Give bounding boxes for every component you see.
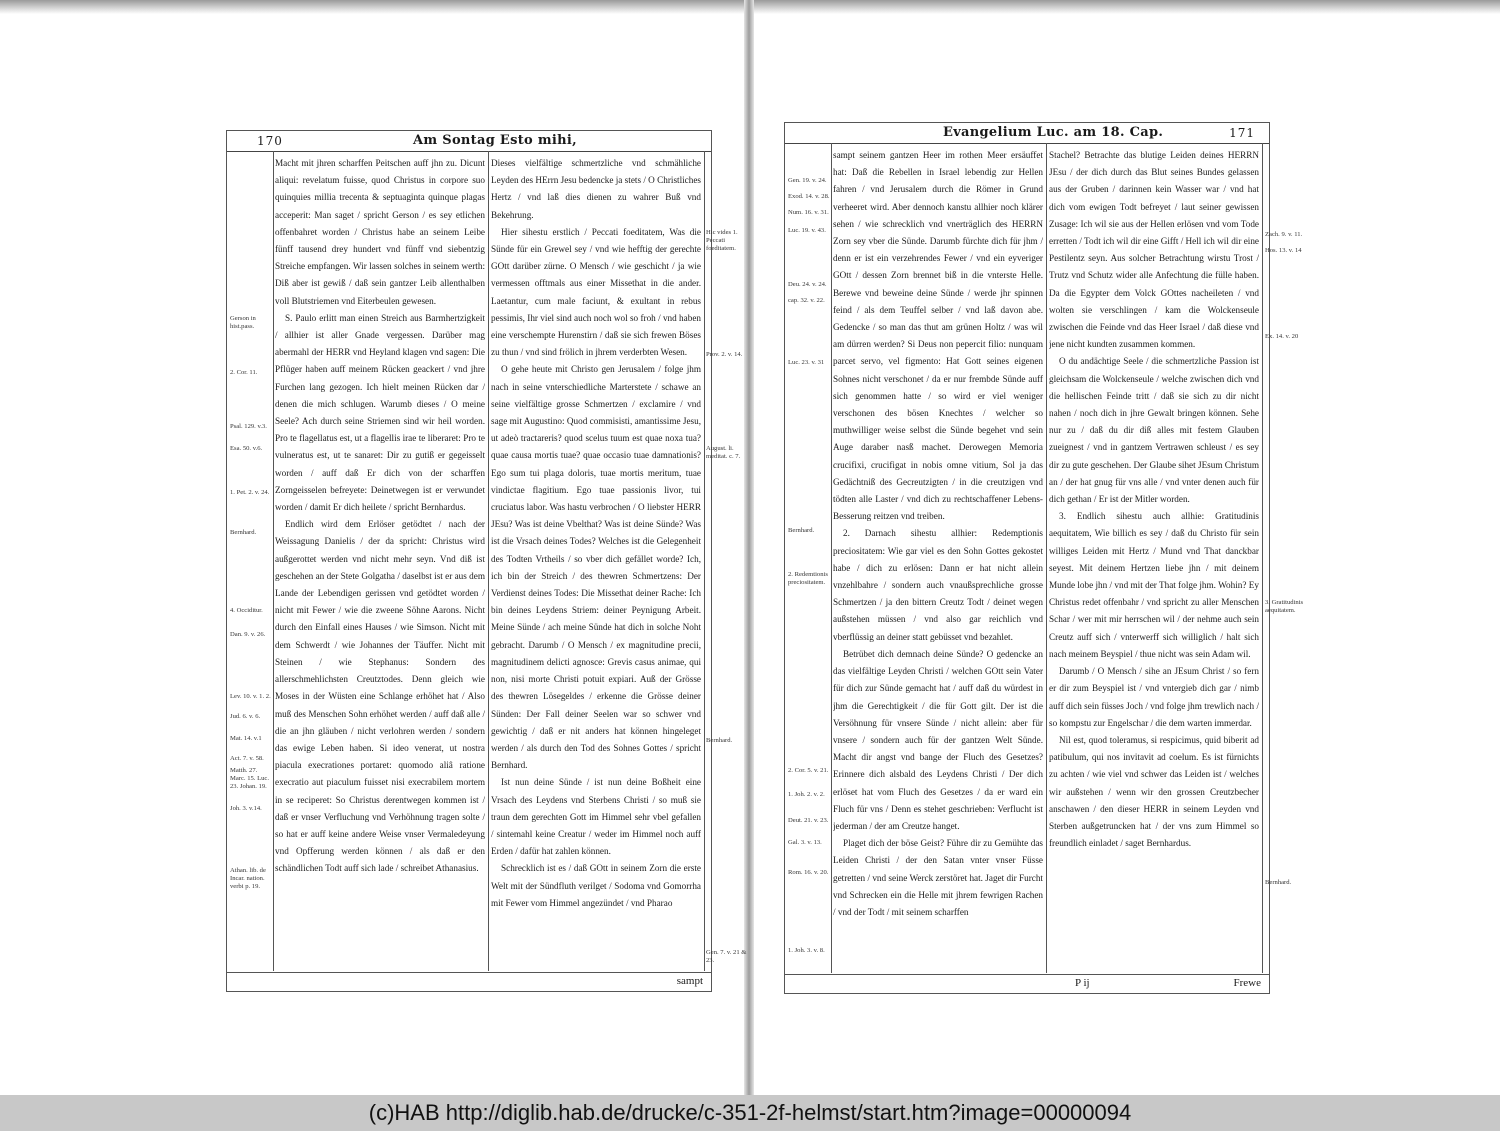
paragraph: Macht mit jhren scharffen Peitschen auff jhn zu. Dicunt aliqui: revelatum fuisse, quod Christus in corpore suo quinquies millia trecenta & septuaginta quinque plagas acceperit: Man saget / spricht Gerson / es sey etlichen offenbahret worden / Christus habe an seinem Leibe fünff tausend drey hundert vnd fünff vnd siebentzig Streiche empfangen. Wir lassen solches in seinem werth: Diß aber ist gewiß / daß sein gantzer Leib allenthalben voll Blutstriemen vnd Eiterbeulen gewesen.: [275, 158, 485, 306]
right-page-outer-margin: [1264, 147, 1308, 971]
paragraph: Stachel? Betrachte das blutige Leiden deines HERRN JEsu / der dich durch das Blut seines Bundes gelassen aus der Gruben / darinnen kein Wasser war / vnd hat dich vom ewigen Todt befreyet / laut seiner gewissen Zusage: Ich wil sie aus der Hellen erlösen vnd vom Tode erretten / Todt ich wil dir eine Gifft / Hell ich wil dir eine Pestilentz seyn. Aus solcher Betrachtung wirstu Trost / Trutz vnd Schutz wider alle Anfechtung die fülle haben. Da die Egypter dem Volck GOttes nacheileten / vnd wolten sie verschlingen / kam die Wolckenseule zwischen die Feinde vnd das Heer Israel / daß diese vnd jene nicht kundten zusammen kommen.: [1049, 150, 1259, 350]
archive-caption-bar: [0, 1095, 1500, 1131]
margin-note: 2. Cor. 11.: [230, 369, 258, 376]
margin-note: Mat. 14. v.1: [230, 735, 262, 742]
margin-note: Hos. 13. v. 14: [1265, 247, 1302, 254]
margin-note: Zach. 9. v. 11.: [1265, 231, 1303, 238]
margin-note: Luc. 23. v. 31: [788, 359, 825, 366]
margin-note: Dan. 9. v. 26.: [230, 631, 266, 638]
margin-note: Bernhard.: [788, 527, 815, 534]
paragraph: O du andächtige Seele / die schmertzliche Passion ist gleichsam die Wolckenseule / welche zwischen dich vnd die hellischen Feinde tritt / daß sie sich zu dir nicht nahen / noch dich in jhre Gewalt bringen können. Sehe nur zu / daß du dir diß alles mit festem Glauben zueignest / vnd in gantzem Vertrawen schleust / es sey dir zu gute geschehen. Der Glaube sihet JEsum Christum an / der hat gnug für vns alle / vnd vnter denen auch für dich gethan / Er ist der Mitler worden.: [1049, 356, 1259, 505]
signature-mark: P ij: [1075, 977, 1090, 989]
margin-note: Joh. 3. v.14.: [230, 805, 262, 812]
margin-note: 1. Pet. 2. v. 24.: [230, 489, 270, 496]
margin-note: Num. 16. v. 31.: [788, 209, 829, 216]
right-page-column-2: [1049, 147, 1259, 969]
right-page-number: 171: [1229, 126, 1255, 140]
paragraph: O gehe heute mit Christo gen Jerusalem / folge jhm nach in seine vnterschiedliche Marterstete / schawe an seine vielfältige grosse Schmertzen / exclamire / vnd sage mit Augustino: Quod commisisti, amantissime Jesu, ut adeò tractareris? quod scelus tuum est quae noxa tua? quae causa mortis tuae? quae occasio tuae damnationis? Ego sum tui plaga doloris, tuae mortis meritum, tuae vindictae flagitium. Ego tuae passionis livor, tui cruciatus labor. Was hastu verbrochen / O liebster HERR JEsu? Was ist deine Vbelthat? Was ist deine Sünde? Was ist die Vrsach deines Todes? Welches ist die Gelegenheit des Todten Vrtheils / so vber dich gefället worde? Ich, ich bin der Streich / des thewren Schmertzens: Der Verdienst deines Todes: Die Missethat deiner Rache: Ich bin deines Leydens Striem: deiner Peynigung Arbeit. Meine Sünde / ach meine Sünde hat dich in solche Noht gebracht. Darumb / O Mensch / ex magnitudine precii, magnitudinem delicti agnosce: Grevis casus animae, qui non, nisi morte Christi potuit expiari. Auß der Grösse des thewren Lösegeldes / erkenne die Grösse deiner Sünden: Der Fall deiner Seelen war so schwer vnd gewichtig / daß er nit anders hat können hingeleget werden / als durch den Tod des Sohnes Gottes / spricht Bernhard.: [491, 364, 701, 771]
paragraph: Nil est, quod toleramus, si respicimus, quid biberit ad patibulum, qui nos invitavit ad coelum. Es ist fürnichts zu achten / wie viel vnd schwer das Leiden ist / welches wir außstehen / wenn wir den grossen Creutzbecher anschawen / den dieser HERR in seinem Leyden vnd Sterben außgetruncken hat / der vns zum Himmel so freundlich einladet / saget Bernhardus.: [1049, 734, 1259, 849]
margin-note: 2. Cor. 5. v. 21.: [788, 767, 829, 774]
margin-note: Bernhard.: [706, 737, 733, 744]
paragraph: 3. Endlich sihestu auch allhie: Gratitudinis aequitatem, Wie billich es sey / daß du Christo für sein williges Leiden mit Hertz / Mund vnd That danckbar seyest. Mit deinem Hertzen liebe jhn / mit deinem Munde lobe jhn / vnd mit der That folge jhm. Wohin? Ey Christus redet offenbahr / vnd spricht zu aller Menschen Schar / wer mit mir herrschen wil / der nehme auch sein Creutz auff sich / vnterwerff sich williglich / halt sich nach meinem Beyspiel / thue nicht was sein Adam wil.: [1049, 511, 1259, 659]
right-page: [784, 122, 1304, 994]
paragraph: sampt seinem gantzen Heer im rothen Meer ersäuffet hat: Daß die Rebellen in Israel lebendig zur Hellen fahren / vnd Jerusalem durch die Römer in Grund verheeret wird. Aber dennoch kanstu allhier noch klärer sehen / wie schrecklich vnd vnerträglich des HERRN Zorn sey vber die Sünde. Darumb fürchte dich für jhm / denn er ist ein verzehrendes Fewer / vnd ein eyveriger GOtt / dessen Zorn brennet biß in die vnterste Helle. Berewe vnd beweine deine Sünde / werde jhr spinnen feind / als dem Teuffel selber / vnd laß davon abe. Gedencke / so man das thut am grünen Holtz / was wil am dürren werden? Si Deus non pepercit filio: nunquam parcet servo, vel figmento: Hat Gott seines eigenen Sohnes nicht verschonet / da er nur frembde Sünde auff sich genommen hatte / so wird er viel weniger verschonen des bösen Knechtes / welcher so muthwilliger weise selbst die Sünde begehet vnd sein Auge daraber nasß machet. Derowegen Memoria crucifixi, crucifigat in nobis omne vitium, Sol ja das Gedächtniß des Gecreutzigten / in die creutzigen vnd tödten alle Laster / vnd dich zu rechtschaffener Lebens-Besserung reitzen vnd treiben.: [833, 150, 1043, 522]
paragraph: Darumb / O Mensch / sihe an JEsum Christ / so fern er dir zum Beyspiel ist / vnd vntergieb dich gar / nimb auff dich sein füsses Joch / vnd folge jhm trewlich nach / so kompstu zur Engelschar / die dem warten immerdar.: [1049, 666, 1259, 728]
margin-note: Psal. 129. v.3.: [230, 423, 267, 430]
paragraph: S. Paulo erlitt man einen Streich aus Barmhertzigkeit / allhier ist aller Gnade vergessen. Darüber mag abermahl der HERR vnd Heyland klagen vnd sagen: Die Pflüger haben auff meinem Rücken geackert / vnd jhre Furchen lang gezogen. Ich hielt meinen Rücken dar / denen die mich schlugen. Warumb dieses / O meine Seele? Ach durch seine Striemen sind wir heil worden. Pro te flagellatus est, ut a flagellis irae te liberaret: Pro te vulneratus est, ut te sanaret: Dir zu gutiß er gegeisselt worden / auff daß Er dich von der scharffen Zorngeisselen befreyete: Deinetwegen ist er verwundet worden / damit Er dich heilete / spricht Bernhardus.: [275, 312, 485, 513]
margin-note: Esa. 50. v.6.: [230, 445, 263, 452]
margin-note: cap. 32. v. 22.: [788, 297, 825, 304]
margin-note: Luc. 19. v. 43.: [788, 227, 826, 234]
column-rule: [488, 151, 489, 971]
margin-note: Lev. 10. v. 1. 2.: [230, 693, 271, 700]
left-catchword: sampt: [676, 975, 703, 987]
margin-note: 1. Joh. 2. v. 2.: [788, 791, 825, 798]
column-rule: [1046, 143, 1047, 973]
margin-note: Ex. 14. v. 20: [1265, 333, 1299, 340]
column-rule: [273, 151, 274, 971]
column-rule: [1262, 143, 1263, 973]
right-catchword: Frewe: [1233, 977, 1261, 989]
margin-note: Jud. 6. v. 6.: [230, 713, 261, 720]
left-page-inner-margin: [705, 155, 749, 969]
margin-note: Exod. 14. v. 28.: [788, 193, 830, 200]
right-running-title: Evangelium Luc. am 18. Cap.: [943, 125, 1164, 140]
paragraph: Hier sihestu erstlich / Peccati foeditatem, Was die Sünde für ein Grewel sey / vnd wie hefftig der gerechte GOtt darüber zürne. O Mensch / wie geschicht / ja wie vermessen offtmals aus einer Missethat in die ander. Laetantur, cum male faciunt, & exultant in rebus pessimis, Ihr viel sind auch noch wol so froh / vnd haben eine verschempte Hurenstirn / daß sie sich frewen Böses zu thun / vnd sind frölich in jhrem verderbten Wesen.: [491, 226, 701, 358]
margin-note: 3. Gratitudinis aequitatem.: [1265, 599, 1304, 614]
left-page-number: 170: [257, 134, 283, 148]
right-page-column-1: [833, 147, 1043, 969]
margin-note: Act. 7. v. 58.: [230, 755, 264, 762]
margin-note: Deu. 24. v. 24.: [788, 281, 827, 288]
paragraph: 2. Darnach sihestu allhier: Redemptionis preciositatem: Wie gar viel es den Sohn Gottes gekostet habe / dich zu erlösen: Dann er hat nicht allein vnzehlbahre / sondern auch vnaußsprechliche grosse Schmertzen / ja den bittern Creutz Todt / deinet wegen außstehen müssen / vnd also gar reichlich vnd vberflüssig an deiner statt gebüsset vnd bezahlet.: [833, 528, 1043, 642]
margin-note: 1. Joh. 3. v. 8.: [788, 947, 825, 954]
margin-note: Bernhard.: [230, 529, 257, 536]
margin-note: Gen. 19. v. 24.: [788, 177, 827, 184]
margin-note: Gal. 3. v. 13.: [788, 839, 822, 846]
margin-note: Rom. 16. v. 20.: [788, 869, 829, 876]
left-page-column-2: [491, 155, 701, 967]
archive-caption: (c)HAB http://diglib.hab.de/drucke/c-351-2f-helmst/start.htm?image=00000094: [368, 1100, 1132, 1125]
margin-note: August. li. meditat. c. 7.: [706, 445, 741, 460]
footer-rule: [785, 974, 1269, 975]
paragraph: Plaget dich der böse Geist? Führe dir zu Gemühte das Leiden Christi / der den Satan vnter vnser Füsse getretten / vnd seine Werck zerstöret hat. Jaget dir Furcht vnd Schrecken ein die Helle mit jhrem fewrigen Rachen / vnd der Todt / mit seinem scharffen: [833, 838, 1043, 917]
paragraph: Betrübet dich demnach deine Sünde? O gedencke an das vielfältige Leyden Christi / welchen GOtt sein Vater für dich zur Sünde gemacht hat / auff daß du würdest in jhm die Gerechtigkeit / die für Gott gilt. Der ist die Versöhnung für vnsere Sünde / nicht allein: aber für vnsere / sondern auch für der gantzen Welt Sünde. Macht dir angst vnd bange der Fluch des Gesetzes? Erinnere dich alsbald des Leydens Christi / Der dich erlöset hat vom Fluch des Gesetzes / da er ward ein Fluch für vns / Denn es stehet geschrieben: Verflucht ist jederman / der am Creutze hanget.: [833, 648, 1043, 831]
column-rule: [831, 143, 832, 973]
margin-note: 2. Redemtionis preciositatem.: [788, 571, 828, 586]
left-page-header: [227, 131, 711, 152]
paragraph: Endlich wird dem Erlöser getödtet / nach der Weissagung Danielis / der da spricht: Christus wird außgerottet werden vnd nicht mehr seyn. Vnd diß ist geschehen an der Stete Golgatha / daselbst ist er aus dem Lande der Lebendigen gerissen vnd getödtet worden / nicht mit Fewer / wie die zweene Söhne Aarons. Nicht durch den Einfall eines Hauses / wie Simson. Nicht mit dem Schwerdt / wie Johannes der Täuffer. Nicht mit Steinen / wie Stephanus: Sondern des allerschmehlichsten Creutztodes. Denn gleich wie Moses in der Wüsten eine Schlange erhöhet hat / Also muß des Menschen Sohn erhöhet werden / auff daß alle / die an jhn gläuben / nicht verlohren werden / sondern das ewige Leben haben. Si ideo venerat, ut nostra piacula execrationes portaret: quomodo aliâ ratione execratio aut piaculum fuisset nisi execrabilem mortem in se reciperet: So Christus derentwegen kommen ist / daß er vnser Verfluchung vnd Verhöhnung tragen solte / so hat er auff keine andere Weise vnser Vermaledeyung vnd Opfferung werden können / als daß er den schändlichen Todt auff sich lade / schreibet Athanasius.: [275, 519, 485, 874]
margin-note: Matth. 27. Marc. 15. Luc. 23. Johan. 19.: [230, 767, 269, 790]
left-page: [226, 130, 747, 992]
right-page-header: [785, 123, 1269, 144]
paragraph: Ist nun deine Sünde / ist nun deine Boßheit eine Vrsach des Leydens vnd Sterbens Christi / so muß sie traun dem gerechten Gott im Himmel sehr vbel gefallen / sintemahl keine Creatur / weder im Himmel noch auff Erden / dafür hat zahlen können.: [491, 777, 701, 857]
margin-note: Athan. lib. de Incar. nation. verbi p. 19.: [230, 867, 266, 890]
margin-note: Bernhard.: [1265, 879, 1292, 886]
margin-note: Hic vides 1. Peccati foeditatem.: [706, 229, 738, 252]
paragraph: Schrecklich ist es / daß GOtt in seinem Zorn die erste Welt mit der Sündfluth verilget / Sodoma vnd Gomorrha mit Fewer vom Himmel angezündet / vnd Pharao: [491, 863, 701, 908]
left-page-outer-margin: [229, 155, 273, 969]
right-page-inner-margin: [787, 147, 831, 971]
margin-note: Gen. 7. v. 21 & 23.: [706, 949, 747, 964]
footer-rule: [227, 972, 711, 973]
margin-note: 4. Occiditur.: [230, 607, 263, 614]
margin-note: Gerson in hist.pass.: [230, 315, 256, 330]
margin-note: Deut. 21. v. 23.: [788, 817, 829, 824]
margin-note: Prov. 2. v. 14.: [706, 351, 743, 358]
left-page-column-1: [275, 155, 485, 967]
paragraph: Dieses vielfältige schmertzliche vnd schmähliche Leyden des HErrn Jesu bedencke ja stets / O Christliches Hertz / vnd laß dies dienen zu wahrer Buß vnd Bekehrung.: [491, 158, 701, 220]
left-running-title: Am Sontag Esto mihi,: [413, 133, 577, 148]
